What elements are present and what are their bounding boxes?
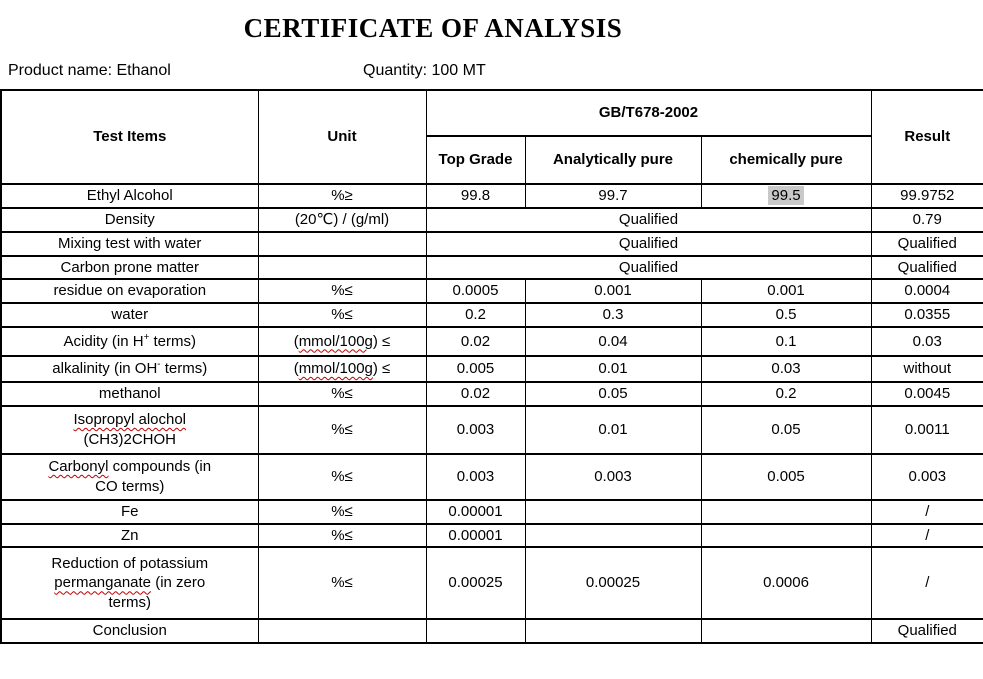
text-segment: terms) — [160, 360, 208, 378]
text-segment: 0.02 — [460, 332, 491, 350]
cell-unit — [258, 500, 426, 524]
cell-unit — [258, 619, 426, 643]
table-header — [1, 90, 983, 184]
header-grade-analytical: Analytically pure — [525, 136, 701, 184]
table-row — [1, 547, 983, 619]
table-row — [1, 524, 983, 548]
text-segment: %≤ — [331, 467, 353, 485]
cell-grade-value — [426, 279, 525, 303]
cell-result — [871, 303, 983, 327]
text-segment: 0.79 — [912, 211, 942, 228]
text-segment: Qualified — [618, 211, 679, 228]
text-segment: (in zero — [151, 574, 206, 592]
text-segment: CO terms) — [95, 477, 165, 495]
text-segment: - — [157, 359, 161, 371]
text-segment: 0.0006 — [763, 574, 809, 592]
cell-grade-value — [525, 500, 701, 524]
cell-test-item — [1, 382, 258, 406]
text-segment: 0.01 — [598, 360, 628, 378]
table-row — [1, 454, 983, 500]
cell-unit — [258, 256, 426, 280]
text-segment: %≤ — [331, 282, 353, 300]
header-grade-top: Top Grade — [426, 136, 525, 184]
cell-unit — [258, 279, 426, 303]
cell-result — [871, 327, 983, 356]
table-row — [1, 356, 983, 382]
cell-test-item — [1, 524, 258, 548]
cell-test-item — [1, 184, 258, 208]
text-segment: terms) — [149, 332, 196, 350]
cell-grade-value — [426, 619, 525, 643]
text-segment: compounds (in — [108, 457, 212, 475]
text-segment: 0.03 — [771, 360, 801, 378]
text-segment: 0.0011 — [904, 420, 950, 438]
cell-grade-value — [701, 619, 871, 643]
cell-test-item — [1, 208, 258, 232]
text-segment: ( — [293, 360, 299, 378]
table-row — [1, 406, 983, 454]
cell-result — [871, 500, 983, 524]
text-segment: alkalinity (in OH — [52, 360, 158, 378]
cell-result — [871, 184, 983, 208]
text-segment: 0.04 — [598, 332, 628, 350]
cell-unit — [258, 524, 426, 548]
text-segment: Density — [104, 211, 155, 228]
cell-grade-value — [525, 454, 701, 500]
cell-grade-value — [701, 382, 871, 406]
cell-grade-value — [701, 547, 871, 619]
text-segment: 0.0355 — [904, 306, 951, 324]
coa-table — [0, 89, 983, 644]
text-segment: 0.01 — [598, 420, 628, 438]
text-segment: terms) — [108, 594, 151, 612]
cell-merged-grades — [426, 208, 871, 232]
text-segment: 0.003 — [594, 467, 632, 485]
table-row — [1, 184, 983, 208]
cell-grade-value — [701, 356, 871, 382]
cell-test-item — [1, 232, 258, 256]
cell-grade-value — [525, 406, 701, 454]
text-segment: Qualified — [897, 622, 957, 640]
cell-unit — [258, 356, 426, 382]
cell-grade-value — [525, 279, 701, 303]
cell-result — [871, 547, 983, 619]
text-segment: 0.03 — [912, 332, 942, 350]
cell-grade-value — [525, 184, 701, 208]
text-segment: 99.8 — [460, 187, 491, 205]
table-row — [1, 208, 983, 232]
cell-test-item — [1, 619, 258, 643]
cell-unit — [258, 303, 426, 327]
text-segment: mmol/100g — [298, 360, 373, 378]
cell-grade-value — [525, 327, 701, 356]
text-segment: Acidity (in H — [63, 332, 144, 350]
cell-grade-value — [426, 382, 525, 406]
cell-grade-value — [525, 303, 701, 327]
cell-test-item — [1, 327, 258, 356]
highlighted-text: 99.5 — [768, 186, 803, 205]
text-segment: (CH3)2CHOH — [83, 430, 176, 448]
cell-grade-value — [525, 547, 701, 619]
cell-unit — [258, 547, 426, 619]
text-segment: Carbonyl — [48, 457, 109, 475]
cell-result — [871, 232, 983, 256]
cell-result — [871, 524, 983, 548]
cell-grade-value — [426, 327, 525, 356]
cell-grade-value — [701, 303, 871, 327]
text-segment: 0.00025 — [448, 574, 503, 592]
cell-grade-value — [701, 406, 871, 454]
text-segment: 0.00001 — [448, 502, 503, 520]
cell-test-item — [1, 279, 258, 303]
text-segment: 0.0005 — [452, 282, 499, 300]
text-segment: 0.5 — [775, 306, 797, 324]
table-row — [1, 327, 983, 356]
cell-unit — [258, 454, 426, 500]
text-segment: 0.1 — [775, 332, 797, 350]
text-segment: Qualified — [897, 234, 957, 252]
cell-test-item — [1, 406, 258, 454]
text-segment: 0.003 — [908, 467, 947, 485]
cell-result — [871, 208, 983, 232]
cell-grade-value — [426, 454, 525, 500]
text-segment: 0.00025 — [585, 574, 641, 592]
text-segment: %≤ — [331, 420, 353, 438]
cell-merged-grades — [426, 256, 871, 280]
text-segment: Fe — [120, 502, 139, 520]
cell-test-item — [1, 303, 258, 327]
table-row — [1, 256, 983, 280]
text-segment: 0.001 — [594, 282, 632, 300]
text-segment: 0.2 — [775, 384, 797, 402]
text-segment: ) ≤ — [372, 332, 391, 350]
header-test-items: Test Items — [1, 90, 258, 184]
cell-result — [871, 279, 983, 303]
text-segment: 0.0045 — [904, 384, 951, 402]
header-result: Result — [871, 90, 983, 184]
table-row — [1, 279, 983, 303]
cell-unit — [258, 406, 426, 454]
cell-grade-value — [701, 184, 871, 208]
table-row — [1, 232, 983, 256]
table-row — [1, 619, 983, 643]
text-segment: 99.7 — [598, 187, 628, 205]
text-segment: 0.0004 — [904, 282, 951, 300]
cell-grade-value — [426, 500, 525, 524]
cell-unit — [258, 232, 426, 256]
text-segment: residue on evaporation — [53, 282, 207, 300]
text-segment: 0.2 — [465, 306, 486, 324]
cell-grade-value — [525, 619, 701, 643]
text-segment: methanol — [98, 384, 161, 402]
cell-grade-value — [525, 356, 701, 382]
cell-result — [871, 382, 983, 406]
text-segment: Reduction of potassium — [51, 554, 209, 572]
cell-grade-value — [426, 524, 525, 548]
cell-grade-value — [701, 279, 871, 303]
text-segment: %≤ — [331, 384, 353, 402]
cell-grade-value — [525, 382, 701, 406]
text-segment: ) ≤ — [372, 360, 391, 378]
table-row — [1, 303, 983, 327]
text-segment: Qualified — [897, 258, 957, 276]
text-segment: 0.02 — [460, 384, 491, 402]
cell-test-item — [1, 356, 258, 382]
text-segment: %≥ — [331, 187, 353, 205]
text-segment: Carbon prone matter — [60, 258, 199, 276]
quantity-label: Quantity: 100 MT — [363, 62, 486, 79]
cell-grade-value — [426, 303, 525, 327]
cell-result — [871, 356, 983, 382]
table-body — [1, 184, 983, 643]
cell-unit — [258, 184, 426, 208]
text-segment: %≤ — [331, 574, 353, 592]
text-segment: Isopropyl alochol — [73, 410, 187, 428]
certificate-page — [0, 13, 983, 644]
cell-grade-value — [525, 524, 701, 548]
cell-grade-value — [701, 327, 871, 356]
cell-grade-value — [701, 524, 871, 548]
product-name-label: Product name: Ethanol — [8, 62, 171, 79]
text-segment: (20℃) / (g/ml) — [294, 211, 390, 228]
header-standard: GB/T678-2002 — [426, 90, 871, 136]
text-segment: 0.003 — [456, 467, 495, 485]
table-row — [1, 382, 983, 406]
text-segment: Zn — [120, 526, 139, 544]
cell-grade-value — [701, 454, 871, 500]
text-segment: %≤ — [331, 526, 353, 544]
cell-test-item — [1, 256, 258, 280]
cell-grade-value — [701, 500, 871, 524]
header-unit: Unit — [258, 90, 426, 184]
cell-result — [871, 256, 983, 280]
page-title: CERTIFICATE OF ANALYSIS — [243, 13, 623, 43]
text-segment: without — [903, 360, 952, 378]
text-segment: Qualified — [618, 234, 679, 252]
cell-unit — [258, 327, 426, 356]
text-segment: 0.005 — [767, 467, 805, 485]
text-segment: Conclusion — [92, 622, 167, 640]
cell-result — [871, 406, 983, 454]
text-segment: / — [925, 502, 930, 520]
cell-unit — [258, 208, 426, 232]
cell-grade-value — [426, 547, 525, 619]
text-segment: + — [143, 331, 150, 343]
cell-test-item — [1, 454, 258, 500]
cell-result — [871, 454, 983, 500]
header-grade-chemical: chemically pure — [701, 136, 871, 184]
text-segment: 0.003 — [456, 420, 495, 438]
cell-test-item — [1, 547, 258, 619]
text-segment: Qualified — [618, 258, 679, 276]
text-segment: %≤ — [331, 306, 353, 324]
text-segment: 0.001 — [767, 282, 805, 300]
meta-row — [0, 62, 983, 83]
text-segment: Ethyl Alcohol — [86, 187, 173, 205]
text-segment: %≤ — [331, 502, 353, 520]
cell-result — [871, 619, 983, 643]
cell-unit — [258, 382, 426, 406]
cell-grade-value — [426, 184, 525, 208]
text-segment: mmol/100g — [298, 332, 373, 350]
text-segment: / — [925, 574, 930, 592]
text-segment: 0.005 — [456, 360, 495, 378]
cell-merged-grades — [426, 232, 871, 256]
text-segment: permanganate — [54, 574, 152, 592]
text-segment: 0.05 — [598, 384, 628, 402]
header-row-1 — [1, 90, 983, 136]
text-segment: 0.00001 — [448, 526, 503, 544]
text-segment: water — [111, 306, 149, 324]
text-segment: / — [925, 526, 930, 544]
text-segment: 99.9752 — [900, 187, 955, 205]
text-segment: 0.05 — [771, 420, 801, 438]
table-row — [1, 500, 983, 524]
cell-test-item — [1, 500, 258, 524]
text-segment: Mixing test with water — [58, 234, 202, 252]
text-segment: 0.3 — [602, 306, 624, 324]
text-segment: ( — [293, 332, 299, 350]
cell-grade-value — [426, 356, 525, 382]
cell-grade-value — [426, 406, 525, 454]
